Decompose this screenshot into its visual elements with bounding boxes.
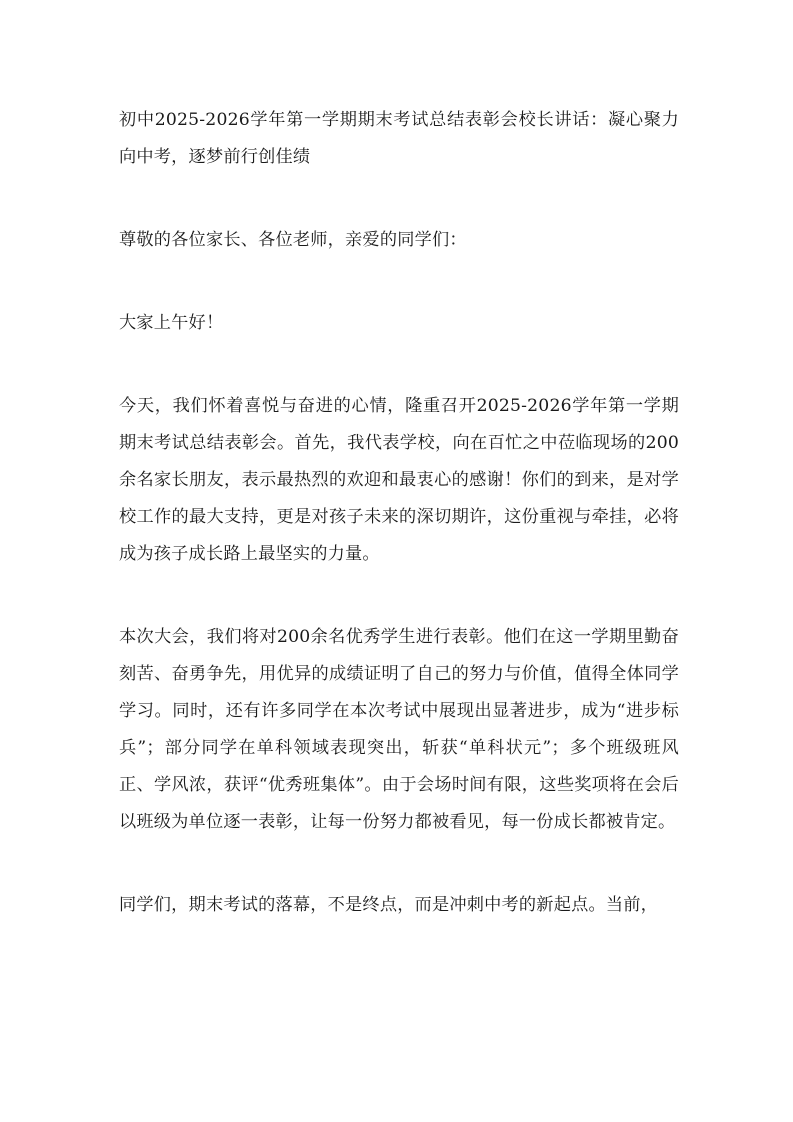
body-paragraph-welcome: 今天，我们怀着喜悦与奋进的心情，隆重召开2025-2026学年第一学期期末考试总结表彰会。首先，我代表学校，向在百忙之中莅临现场的200余名家长朋友，表示最热烈的欢迎和最衷心的感谢！你们的到来，是对学校工作的最大支持，更是对孩子未来的深切期许，这份重视与牵挂，必将成为孩子成长路上最坚实的力量。 (119, 396, 679, 564)
paragraph-gap (119, 176, 679, 222)
paragraph-gap (119, 841, 679, 887)
body-paragraph-awards: 本次大会，我们将对200余名优秀学生进行表彰。他们在这一学期里勤奋刻苦、奋勇争先，用优异的成绩证明了自己的努力与价值，值得全体同学学习。同时，还有许多同学在本次考试中展现出显著进步，成为“进步标兵”；部分同学在单科领域表现突出，斩获“单科状元”；多个班级班风正、学风浓，获评“优秀班集体”。由于会场时间有限，这些奖项将在会后以班级为单位逐一表彰，让每一份努力都被看见，每一份成长都被肯定。 (119, 627, 679, 832)
document-title: 初中2025-2026学年第一学期期末考试总结表彰会校长讲话：凝心聚力向中考，逐梦前行创佳绩 (119, 110, 679, 167)
greeting: 大家上午好！ (119, 313, 224, 333)
body-paragraph-new-start: 同学们，期末考试的落幕，不是终点，而是冲刺中考的新起点。当前， (119, 895, 659, 915)
document-page (119, 102, 679, 924)
salutation: 尊敬的各位家长、各位老师，亲爱的同学们： (119, 230, 467, 250)
paragraph-gap (119, 342, 679, 388)
paragraph-gap (119, 259, 679, 305)
paragraph-gap (119, 573, 679, 619)
